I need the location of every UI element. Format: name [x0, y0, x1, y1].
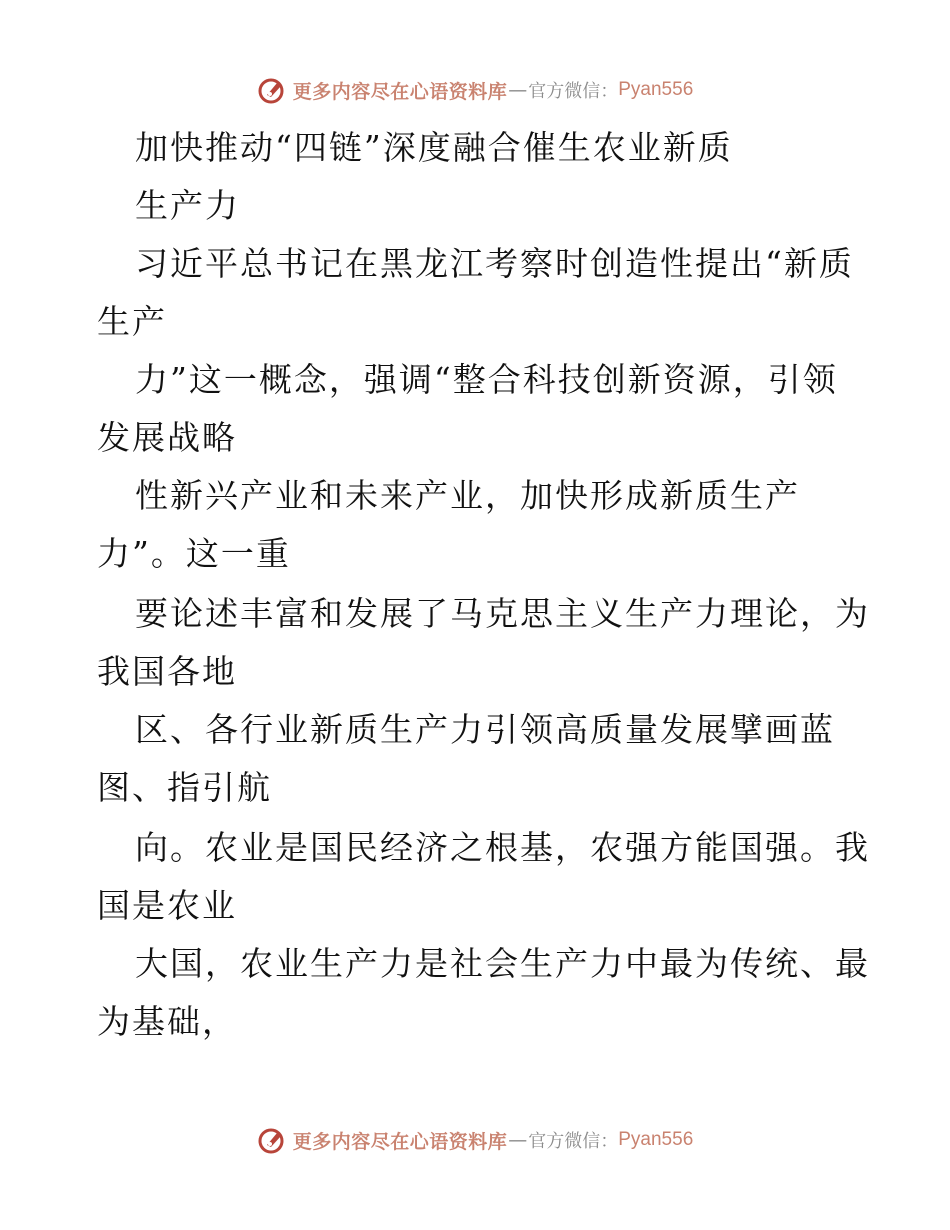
- paragraph-line: 图、指引航: [97, 768, 272, 807]
- watermark-label: 官方微信：: [528, 1131, 619, 1152]
- paragraph-line: 力”这一概念，强调“整合科技创新资源，引领: [135, 360, 838, 399]
- watermark-text: 更多内容尽在心语资料库: [292, 80, 508, 103]
- paragraph-line: 生产: [97, 302, 167, 341]
- paragraph-line: 力”。这一重: [97, 534, 291, 573]
- paragraph-line: 要论述丰富和发展了马克思主义生产力理论，为: [135, 594, 870, 633]
- watermark-dash: —: [508, 79, 528, 101]
- paragraph-line: 发展战略: [97, 418, 237, 457]
- pen-nib-logo-icon: [257, 75, 287, 105]
- title-line-1: 加快推动“四链”深度融合催生农业新质: [135, 128, 733, 167]
- paragraph-line: 性新兴产业和未来产业，加快形成新质生产: [135, 476, 800, 515]
- watermark-dash: —: [508, 1129, 528, 1151]
- footer-watermark: [0, 1120, 950, 1160]
- paragraph-line: 区、各行业新质生产力引领高质量发展擘画蓝: [135, 710, 835, 749]
- paragraph-line: 习近平总书记在黑龙江考察时创造性提出“新质: [135, 244, 854, 283]
- paragraph-line: 向。农业是国民经济之根基，农强方能国强。我: [135, 828, 870, 867]
- title-line-2: 生产力: [135, 186, 240, 225]
- watermark-wechat-id: Pyan556: [618, 1129, 694, 1150]
- watermark-wechat-id: Pyan556: [618, 79, 694, 100]
- watermark-text: 更多内容尽在心语资料库: [292, 1130, 508, 1153]
- paragraph-line: 国是农业: [97, 886, 237, 925]
- pen-nib-logo-icon: [257, 1125, 287, 1155]
- header-watermark: [0, 70, 950, 110]
- paragraph-line: 大国，农业生产力是社会生产力中最为传统、最: [135, 944, 870, 983]
- watermark-label: 官方微信：: [528, 81, 619, 102]
- paragraph-line: 为基础，: [97, 1002, 237, 1041]
- paragraph-line: 我国各地: [97, 652, 237, 691]
